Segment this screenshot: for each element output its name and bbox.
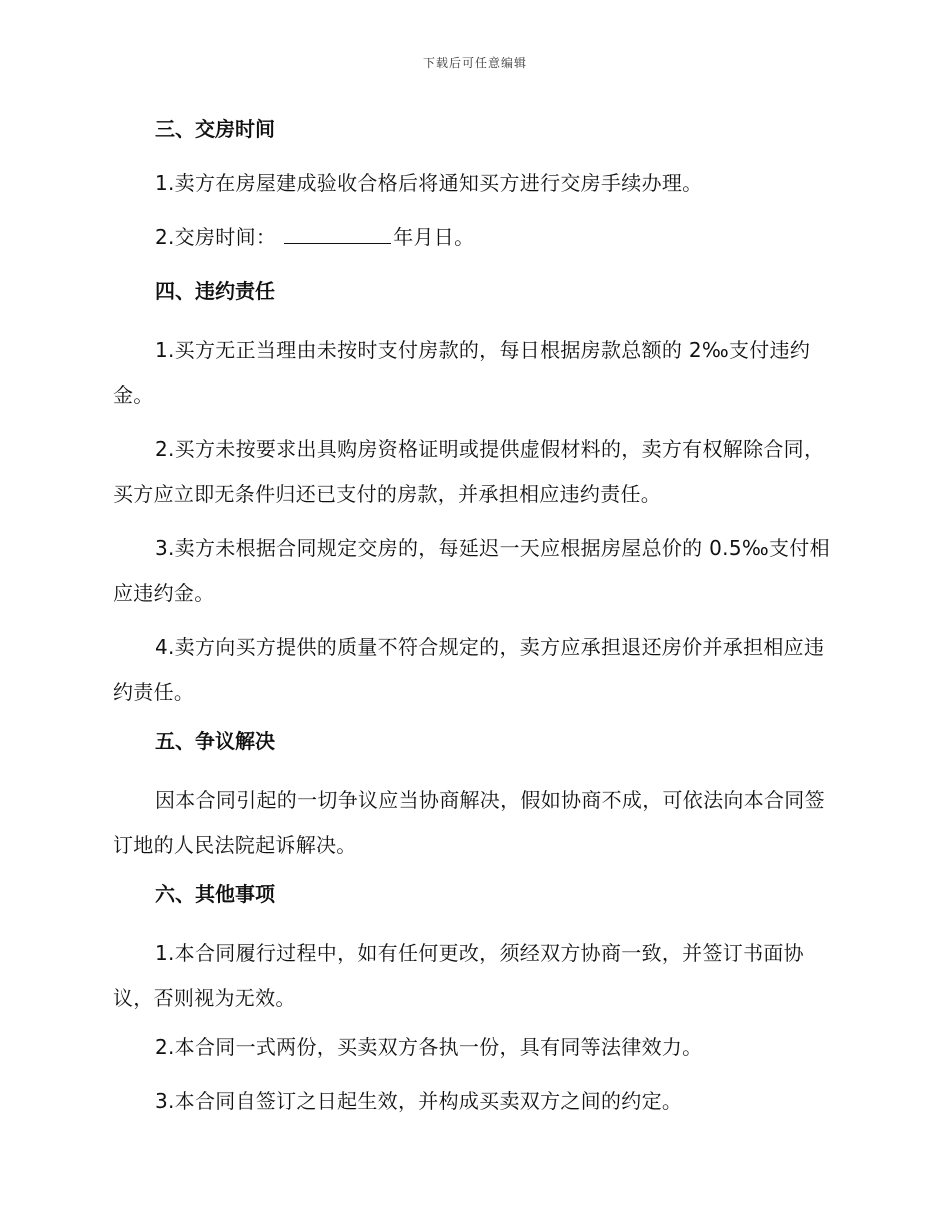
page-header: 下载后可任意编辑 (422, 56, 527, 70)
section-heading-delivery-time: 三、交房时间 (155, 117, 275, 141)
paragraph-liability-4: 4.卖方向买方提供的质量不符合规定的，卖方应承担退还房价并承担相应违约责任。 (113, 635, 825, 704)
paragraph-liability-1: 1.买方无正当理由未按时支付房款的，每日根据房款总额的 2‰支付违约金。 (113, 338, 811, 407)
paragraph-liability-3: 3.卖方未根据合同规定交房的，每延迟一天应根据房屋总价的 0.5‰支付相应违约金。 (113, 536, 830, 605)
paragraph-liability-2: 2.买方未按要求出具购房资格证明或提供虚假材料的，卖方有权解除合同，买方应立即无条件归还已支付的房款，并承担相应违约责任。 (113, 437, 825, 506)
paragraph-dispute: 因本合同引起的一切争议应当协商解决，假如协商不成，可依法向本合同签订地的人民法院起诉解决。 (113, 788, 825, 857)
section-heading-dispute: 五、争议解决 (155, 729, 275, 753)
delivery-date-blank-line (284, 223, 391, 244)
paragraph-delivery-date (113, 220, 839, 254)
document-body (113, 112, 839, 1138)
section-heading-other-matters: 六、其他事项 (155, 882, 275, 906)
paragraph-delivery-notice: 1.卖方在房屋建成验收合格后将通知买方进行交房手续办理。 (155, 171, 703, 195)
paragraph-other-2: 2.本合同一式两份，买卖双方各执一份，具有同等法律效力。 (155, 1035, 703, 1059)
paragraph-other-1: 1.本合同履行过程中，如有任何更改，须经双方协商一致，并签订书面协议，否则视为无效。 (113, 941, 804, 1010)
delivery-date-suffix: 年月日。 (393, 225, 475, 249)
delivery-date-label: 2.交房时间： (155, 225, 277, 249)
paragraph-other-3: 3.本合同自签订之日起生效，并构成买卖双方之间的约定。 (155, 1089, 683, 1113)
section-heading-liability: 四、违约责任 (155, 279, 275, 303)
